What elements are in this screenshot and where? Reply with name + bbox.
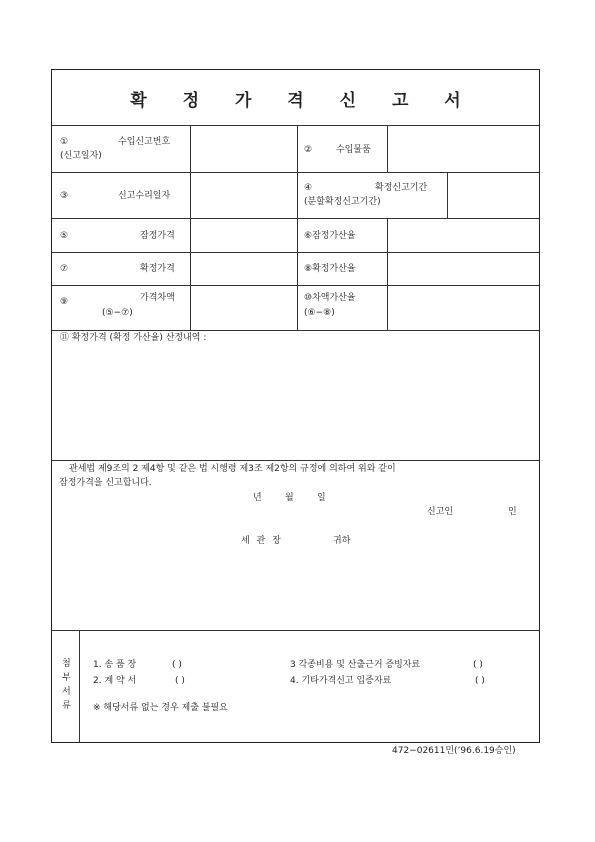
attachment-item-4-blank[interactable]: ( ) xyxy=(475,676,485,686)
attachments-label-2: 부 xyxy=(62,673,71,683)
attachment-item-2: 2. 계 약 서 xyxy=(93,676,137,686)
declarant-label: 신고인 xyxy=(427,507,454,517)
field-2-value[interactable] xyxy=(388,126,538,171)
attachment-item-2-blank[interactable]: ( ) xyxy=(175,676,185,686)
attachments-note: ※ 해당서류 없는 경우 제출 불필요 xyxy=(93,703,228,713)
field-8-label: ⑧확정가산율 xyxy=(304,264,356,274)
date-year-label: 년 xyxy=(253,493,262,503)
field-1-sub: (신고일자) xyxy=(60,151,102,161)
field-1-value[interactable] xyxy=(191,126,296,171)
field-4-label: 확정신고기간 xyxy=(375,183,428,193)
field-4-value[interactable] xyxy=(448,173,538,217)
field-5-label: 잠정가격 xyxy=(140,231,175,241)
recipient-label: 세 관 장 xyxy=(241,536,283,546)
field-3-label: 신고수리일자 xyxy=(118,191,171,201)
field-3-number: ③ xyxy=(60,191,69,201)
form-footer-code: 472−02611민(’96.6.19승인) xyxy=(392,746,516,756)
form-title: 확 정 가 격 신 고 서 xyxy=(130,90,476,111)
field-7-label: 확정가격 xyxy=(140,264,175,274)
honorific-label: 귀하 xyxy=(333,536,351,546)
field-4-sub: (분할확정신고기간) xyxy=(304,197,381,207)
field-5-value[interactable] xyxy=(191,219,296,251)
attachments-label-4: 류 xyxy=(62,701,71,711)
date-day-label: 일 xyxy=(317,493,326,503)
attachment-item-3-blank[interactable]: ( ) xyxy=(473,660,483,670)
seal-label: 인 xyxy=(508,507,517,517)
field-10-sub: (⑥−⑧) xyxy=(304,308,335,318)
attachment-item-1-blank[interactable]: ( ) xyxy=(172,660,182,670)
field-11-label: ⑪ 확정가격 (확정 가산율) 산정내역 : xyxy=(60,333,207,343)
field-7-number: ⑦ xyxy=(60,264,69,274)
field-6-value[interactable] xyxy=(388,219,538,251)
field-11-value[interactable] xyxy=(52,345,539,459)
field-9-label: 가격차액 xyxy=(140,293,175,303)
field-2-number: ② xyxy=(304,145,313,155)
field-2-label: 수입물품 xyxy=(336,145,371,155)
attachments-label-3: 서 xyxy=(62,687,71,697)
attachment-item-3: 3 각종비용 및 산출근거 증빙자료 xyxy=(290,660,421,670)
field-4-number: ④ xyxy=(304,183,313,193)
field-8-value[interactable] xyxy=(388,253,538,284)
field-9-sub: (⑤−⑦) xyxy=(102,308,133,318)
attachments-label-1: 첨 xyxy=(62,659,71,669)
field-5-number: ⑤ xyxy=(60,231,69,241)
field-10-value[interactable] xyxy=(388,286,538,329)
field-3-value[interactable] xyxy=(191,173,296,217)
declaration-line-2: 잠정가격을 신고합니다. xyxy=(59,478,152,488)
date-month-label: 월 xyxy=(285,493,294,503)
field-9-value[interactable] xyxy=(191,286,296,329)
field-7-value[interactable] xyxy=(191,253,296,284)
attachment-item-1: 1. 송 품 장 xyxy=(93,660,137,670)
field-9-number: ⑨ xyxy=(60,297,69,307)
attachment-item-4: 4. 기타가격신고 입증자료 xyxy=(290,676,392,686)
declaration-line-1: 관세법 제9조의 2 제4항 및 같은 법 시행령 제3조 제2항의 규정에 의하여 위와 같이 xyxy=(69,464,396,474)
field-6-label: ⑥잠정가산율 xyxy=(304,231,356,241)
field-10-label: ⑩차액가산율 xyxy=(304,293,356,303)
field-1-label: 수입신고번호 xyxy=(118,137,171,147)
form-frame xyxy=(51,69,540,743)
field-1-number: ① xyxy=(60,137,69,147)
